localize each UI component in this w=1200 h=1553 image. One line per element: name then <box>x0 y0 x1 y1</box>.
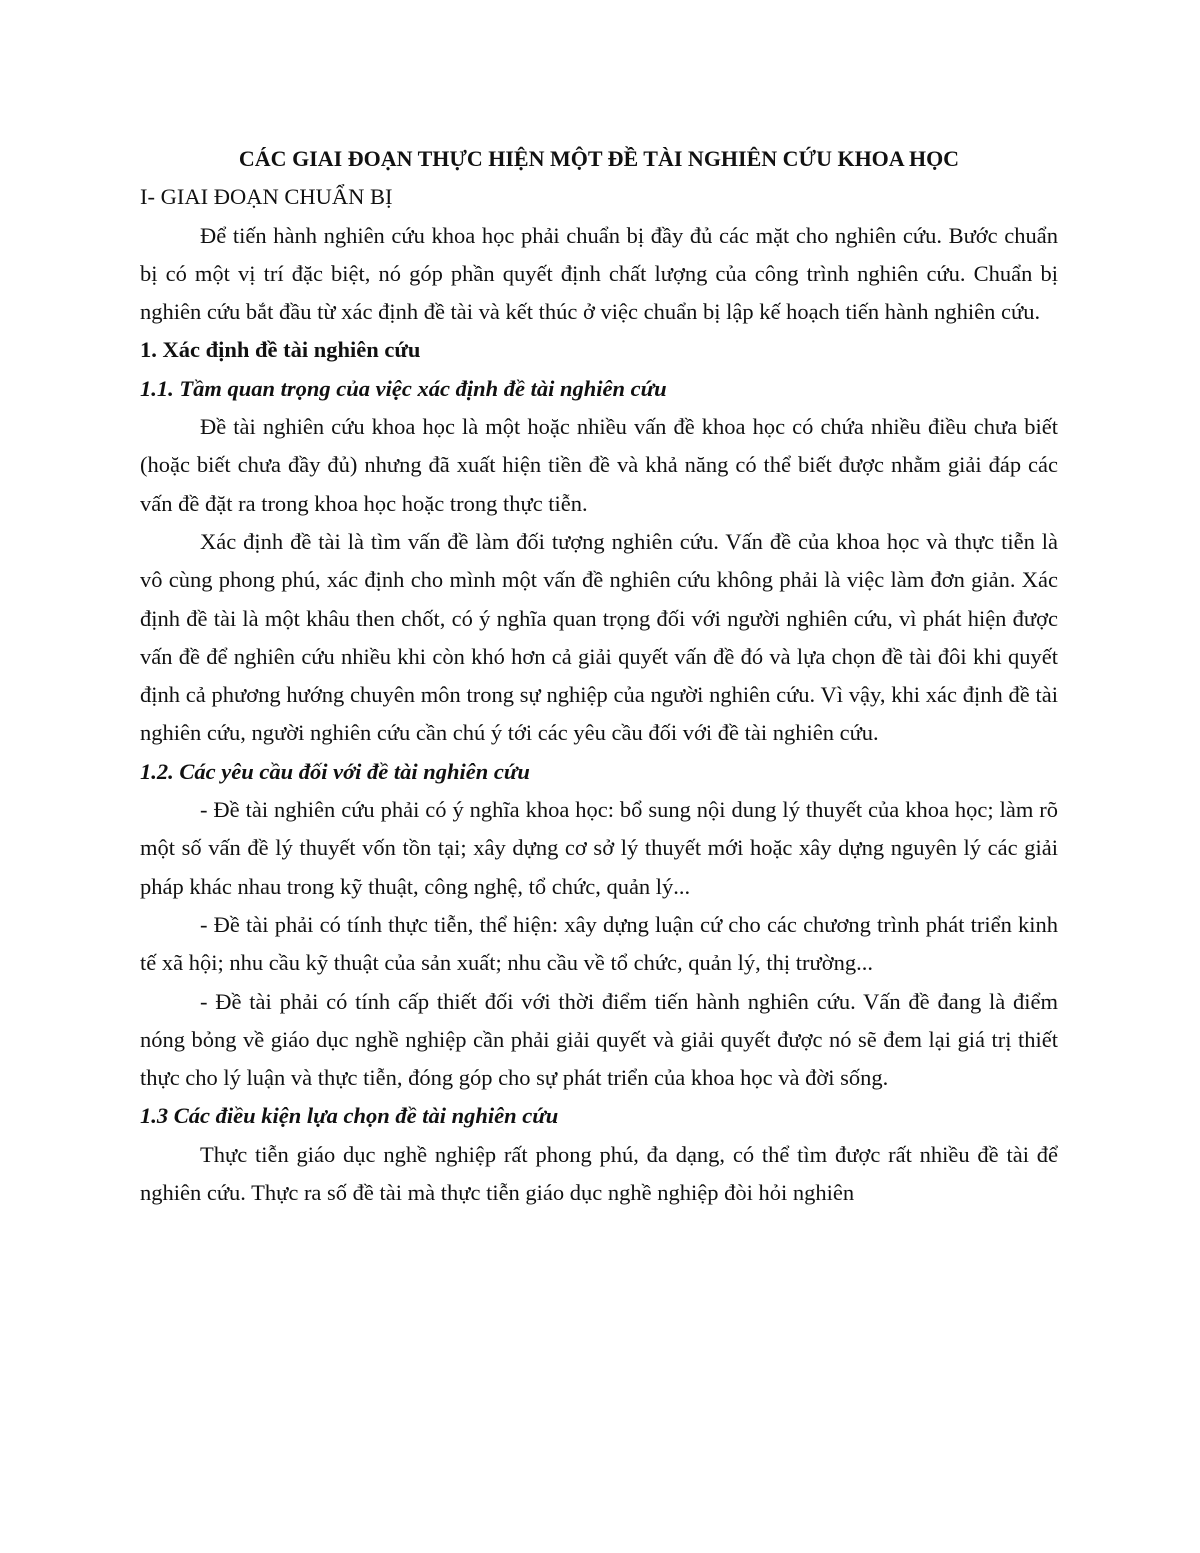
list-item: - Đề tài phải có tính cấp thiết đối với thời điểm tiến hành nghiên cứu. Vấn đề đang là điểm nóng bỏng về giáo dục nghề nghiệp cần phải giải quyết và giải quyết được nó sẽ đem lại giá trị thiết thực cho lý luận và thực tiễn, đóng góp cho sự phát triển của khoa học và đời sống. <box>140 988 1058 1091</box>
document-body <box>140 140 1058 1212</box>
paragraph: Đề tài nghiên cứu khoa học là một hoặc nhiều vấn đề khoa học có chứa nhiều điều chưa biết (hoặc biết chưa đầy đủ) nhưng đã xuất hiện tiền đề và khả năng có thể biết được nhằm giải đáp các vấn đề đặt ra trong khoa học hoặc trong thực tiễn. <box>140 414 1058 516</box>
subsection-1-2-heading: 1.2. Các yêu cầu đối với đề tài nghiên cứu <box>140 758 530 784</box>
intro-paragraph: Để tiến hành nghiên cứu khoa học phải chuẩn bị đầy đủ các mặt cho nghiên cứu. Bước chuẩn bị có một vị trí đặc biệt, nó góp phần quyết định chất lượng của công trình nghiên cứu. Chuẩn bị nghiên cứu bắt đầu từ xác định đề tài và kết thúc ở việc chuẩn bị lập kế hoạch tiến hành nghiên cứu. <box>140 222 1058 325</box>
part-heading: I- GIAI ĐOẠN CHUẨN BỊ <box>140 184 393 210</box>
section-1-heading: 1. Xác định đề tài nghiên cứu <box>140 337 421 363</box>
paragraph: Xác định đề tài là tìm vấn đề làm đối tượng nghiên cứu. Vấn đề của khoa học và thực tiễn là vô cùng phong phú, xác định cho mình một vấn đề nghiên cứu không phải là việc làm đơn giản. Xác định đề tài là một khâu then chốt, có ý nghĩa quan trọng đối với người nghiên cứu, vì phát hiện được vấn đề để nghiên cứu nhiều khi còn khó hơn cả giải quyết vấn đề đó và lựa chọn đề tài đôi khi quyết định cả phương hướng chuyên môn trong sự nghiệp của người nghiên cứu. Vì vậy, khi xác định đề tài nghiên cứu, người nghiên cứu cần chú ý tới các yêu cầu đối với đề tài nghiên cứu. <box>140 528 1058 746</box>
paragraph: Thực tiễn giáo dục nghề nghiệp rất phong phú, đa dạng, có thể tìm được rất nhiều đề tài để nghiên cứu. Thực ra số đề tài mà thực tiễn giáo dục nghề nghiệp đòi hỏi nghiên <box>140 1141 1058 1206</box>
subsection-1-1-heading: 1.1. Tầm quan trọng của việc xác định đề tài nghiên cứu <box>140 375 667 401</box>
subsection-1-3-heading: 1.3 Các điều kiện lựa chọn đề tài nghiên cứu <box>140 1103 559 1129</box>
list-item: - Đề tài nghiên cứu phải có ý nghĩa khoa học: bổ sung nội dung lý thuyết của khoa học; làm rõ một số vấn đề lý thuyết vốn tồn tại; xây dựng cơ sở lý thuyết mới hoặc xây dựng nguyên lý các giải pháp khác nhau trong kỹ thuật, công nghệ, tổ chức, quản lý... <box>140 797 1058 899</box>
document-title: CÁC GIAI ĐOẠN THỰC HIỆN MỘT ĐỀ TÀI NGHIÊN CỨU KHOA HỌC <box>238 146 960 171</box>
list-item: - Đề tài phải có tính thực tiễn, thể hiện: xây dựng luận cứ cho các chương trình phát triển kinh tế xã hội; nhu cầu kỹ thuật của sản xuất; nhu cầu về tổ chức, quản lý, thị trường... <box>140 911 1058 976</box>
